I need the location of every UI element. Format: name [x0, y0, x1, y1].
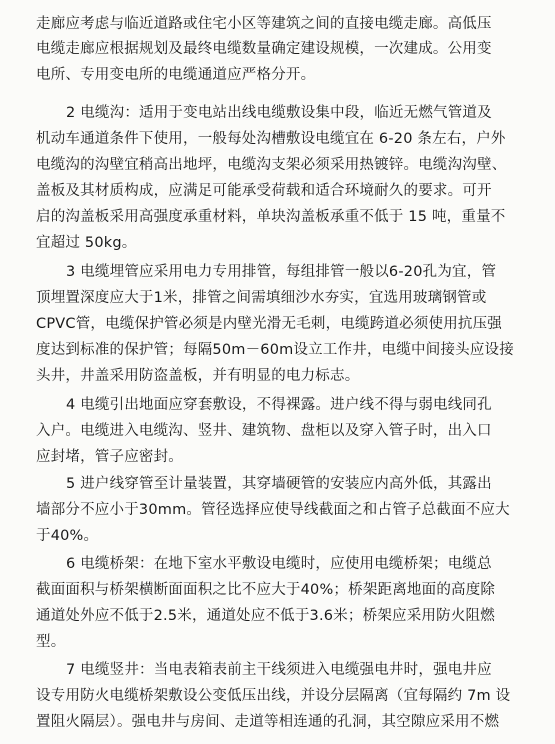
text-line: 于40%。: [36, 528, 99, 544]
text-line: 3 电缆埋管应采用电力专用排管，每组排管一般以6-20孔为宜，管: [66, 264, 497, 280]
text-line: 机动车通道条件下使用，一般每处沟槽敷设电缆宜在 6-20 条左右，户外: [36, 131, 506, 147]
text-line: 墙部分不应小于30mm。管径选择应使导线截面之和占管子总截面不应大: [36, 502, 510, 518]
text-line: 4 电缆引出地面应穿套敷设，不得裸露。进户线不得与弱电线同孔: [66, 397, 492, 413]
text-line: 应封堵，管子应密封。: [36, 449, 183, 465]
text-line: 启的沟盖板采用高强度承重材料，单块沟盖板承重不低于 15 吨，重量不: [36, 209, 506, 225]
text-line: CPVC管，电缆保护管必须是内壁光滑无毛刺，电缆跨道必须使用抗压强: [36, 316, 503, 332]
text-line: 电缆走廊应根据规划及最终电缆数量确定建设规模，一次建成。公用变: [36, 41, 492, 57]
text-line: 度达到标准的保护管；每隔50m－60m设立工作井，电缆中间接头应设接: [36, 342, 514, 358]
text-line: 顶埋置深度应大于1米，排管之间需填细沙水夯实，宜选用玻璃钢管或: [36, 290, 487, 306]
text-line: 电缆沟的沟壁宜稍高出地坪，电缆沟支架必须采用热镀锌。电缆沟沟壁、: [36, 157, 507, 173]
text-line: 2 电缆沟：适用于变电站出线电缆敷设集中段，临近无燃气管道及: [66, 105, 492, 121]
text-line: 通道处外应不低于2.5米，通道处应不低于3.6米；桥架应采用防火阻燃: [36, 608, 495, 624]
text-line: 设专用防火电缆桥架敷设公变低压出线，并设分层隔离（宜每隔约 7m 设: [36, 688, 511, 704]
text-line: 头井，井盖采用防盗盖板，并有明显的电力标志。: [36, 368, 360, 384]
text-line: 宜超过 50kg。: [36, 235, 137, 251]
text-line: 走廊应考虑与临近道路或住宅小区等建筑之间的直接电缆走廊。高低压: [36, 16, 492, 32]
text-line: 盖板及其材质构成，应满足可能承受荷载和适合环境耐久的要求。可开: [36, 183, 492, 199]
text-line: 电所、专用变电所的电缆通道应严格分开。: [36, 67, 316, 83]
text-line: 截面面积与桥架横断面面积之比不应大于40%；桥架距离地面的高度除: [36, 582, 496, 598]
text-line: 6 电缆桥架：在地下室水平敷设电缆时，应使用电缆桥架；电缆总: [66, 556, 492, 572]
text-line: 7 电缆竖井：当电表箱表前主干线须进入电缆强电井时，强电井应: [66, 662, 492, 678]
text-line: 置阻火隔层）。强电井与房间、走道等相连通的孔洞，其空隙应采用不燃: [36, 714, 500, 730]
text-line: 入户。电缆进入电缆沟、竖井、建筑物、盘柜以及穿入管子时，出入口: [36, 423, 492, 439]
text-line: 5 进户线穿管至计量装置，其穿墙硬管的安装应内高外低，其露出: [66, 476, 492, 492]
text-line: 型。: [36, 634, 66, 650]
